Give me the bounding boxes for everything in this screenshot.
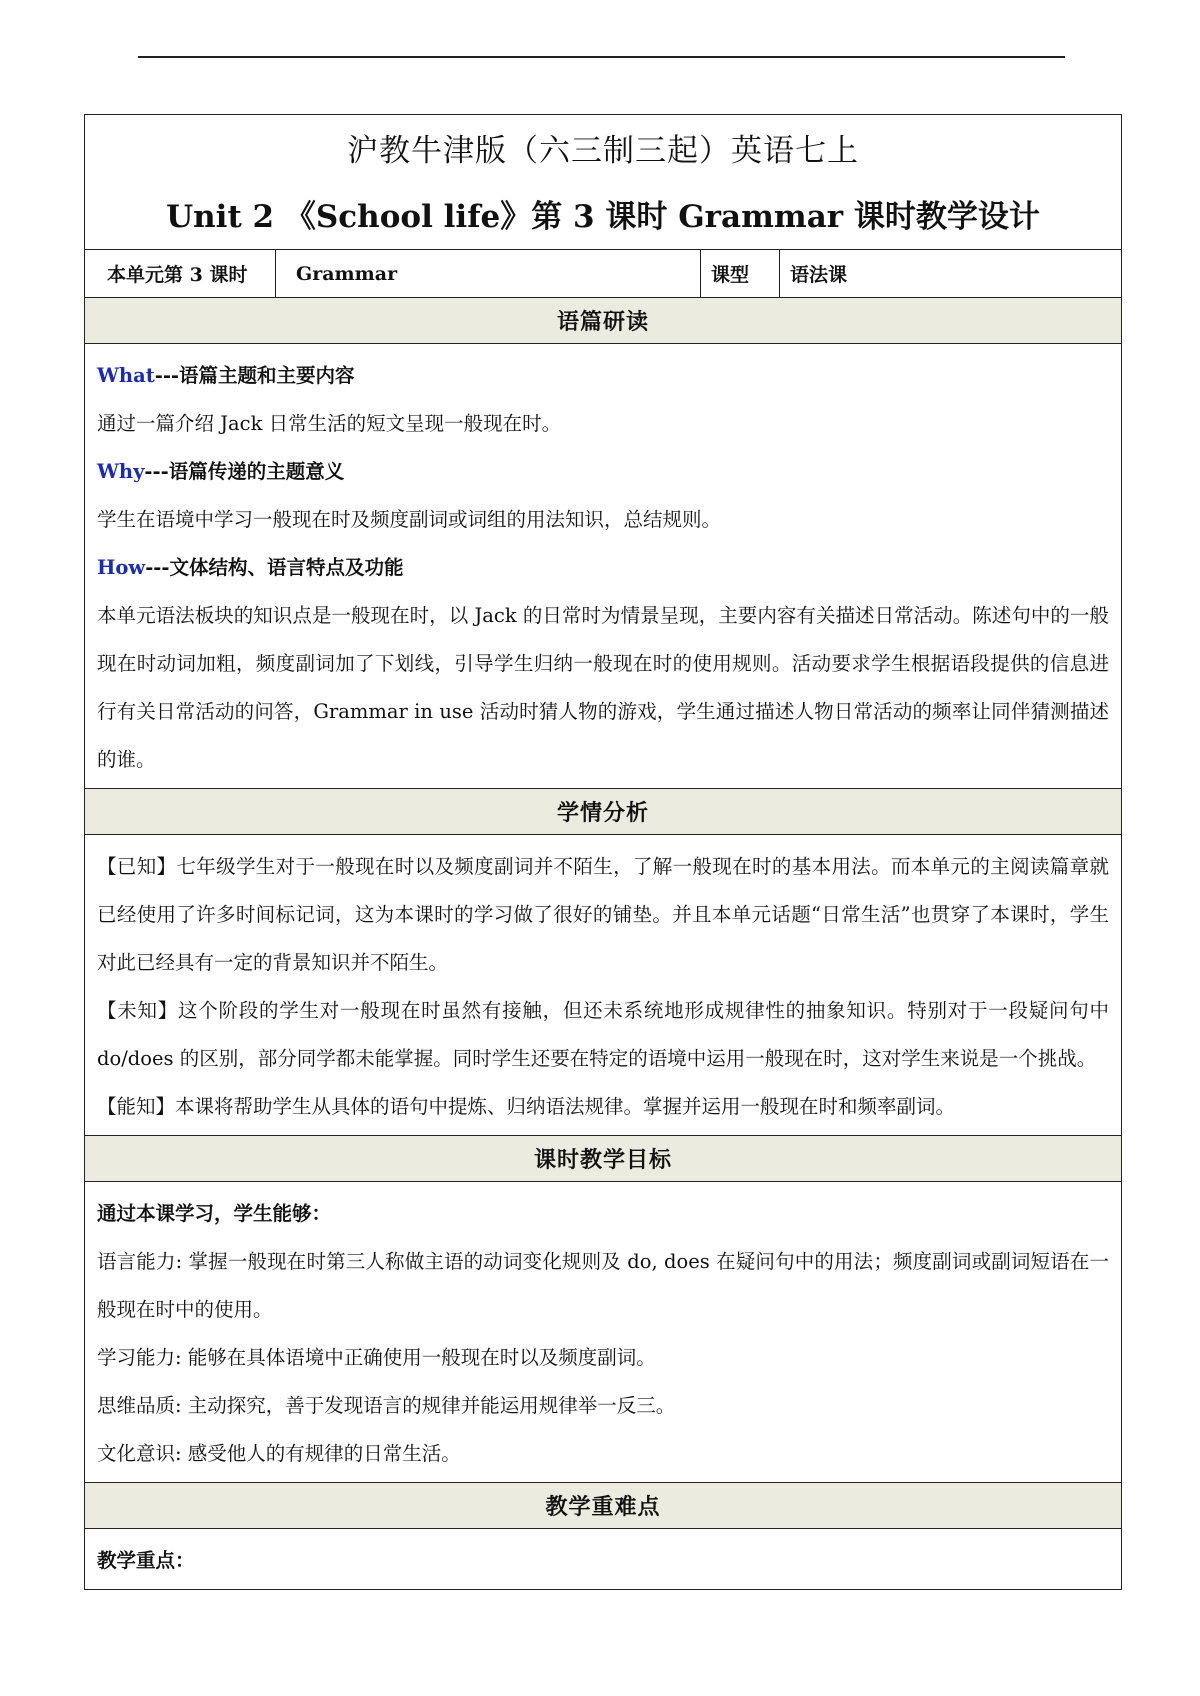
- analysis-content: [85, 835, 1122, 1136]
- lesson-type-value: 语法课: [780, 250, 1122, 298]
- why-heading: [97, 448, 1109, 496]
- lesson-type-label: 课型: [701, 250, 780, 298]
- lesson-topic-value: Grammar: [276, 250, 701, 298]
- how-title: ---文体结构、语言特点及功能: [145, 556, 404, 579]
- goal-learning: 学习能力: 能够在具体语境中正确使用一般现在时以及频度副词。: [97, 1346, 656, 1369]
- reading-content-row: [85, 344, 1122, 789]
- analysis-content-row: [85, 835, 1122, 1136]
- section-heading-goals: 课时教学目标: [85, 1136, 1122, 1182]
- section-heading-row: [85, 789, 1122, 835]
- why-title: ---语篇传递的主题意义: [144, 460, 345, 483]
- section-heading-row: [85, 298, 1122, 344]
- section-heading-reading: 语篇研读: [85, 298, 1122, 344]
- goals-intro: 通过本课学习，学生能够：: [97, 1202, 332, 1225]
- lesson-number-label: 本单元第 3 课时: [85, 250, 276, 298]
- how-text: 本单元语法板块的知识点是一般现在时，以 Jack 的日常时为情景呈现，主要内容有关描述日常活动。陈述句中的一般现在时动词加粗，频度副词加了下划线，引导学生归纳一般现在时的使用规则。活动要求学生根据语段提供的信息进行有关日常活动的问答，Grammar in use 活动时猜人物的游戏，学生通过描述人物日常活动的频率让同伴猜测描述的谁。: [97, 604, 1109, 771]
- section-heading-row: [85, 1136, 1122, 1182]
- goal-culture: 文化意识: 感受他人的有规律的日常生活。: [97, 1442, 461, 1465]
- focus-content-row: [85, 1529, 1122, 1590]
- title-cell: [85, 115, 1122, 250]
- able-paragraph: 【能知】本课将帮助学生从具体的语句中提炼、归纳语法规律。掌握并运用一般现在时和频率副词。: [97, 1095, 956, 1118]
- what-heading: [97, 352, 1109, 400]
- reading-content: [85, 344, 1122, 789]
- goal-thinking: 思维品质: 主动探究，善于发现语言的规律并能运用规律举一反三。: [97, 1394, 676, 1417]
- what-text: 通过一篇介绍 Jack 日常生活的短文呈现一般现在时。: [97, 412, 562, 435]
- lesson-plan-table: [84, 114, 1122, 1590]
- how-heading: [97, 544, 1109, 592]
- section-heading-row: [85, 1483, 1122, 1529]
- title-row: [85, 115, 1122, 250]
- why-text: 学生在语境中学习一般现在时及频度副词或词组的用法知识，总结规则。: [97, 508, 722, 531]
- key-points-label: 教学重点：: [97, 1549, 195, 1572]
- lesson-info-row: [85, 250, 1122, 298]
- focus-content: [85, 1529, 1122, 1590]
- document-subtitle: Unit 2 《School life》第 3 课时 Grammar 课时教学设计: [166, 199, 1040, 235]
- what-label: What: [97, 364, 155, 387]
- how-label: How: [97, 556, 146, 579]
- why-label: Why: [97, 460, 145, 483]
- page-header-rule: [138, 56, 1065, 58]
- goal-language: 语言能力: 掌握一般现在时第三人称做主语的动词变化规则及 do, does 在疑问句中的用法；频度副词或副词短语在一般现在时中的使用。: [97, 1250, 1109, 1321]
- section-heading-analysis: 学情分析: [85, 789, 1122, 835]
- known-paragraph: 【已知】七年级学生对于一般现在时以及频度副词并不陌生，了解一般现在时的基本用法。而本单元的主阅读篇章就已经使用了许多时间标记词，这为本课时的学习做了很好的铺垫。并且本单元话题“日常生活”也贯穿了本课时，学生对此已经具有一定的背景知识并不陌生。: [97, 855, 1109, 974]
- goals-content-row: [85, 1182, 1122, 1483]
- what-title: ---语篇主题和主要内容: [154, 364, 355, 387]
- goals-content: [85, 1182, 1122, 1483]
- section-heading-focus: 教学重难点: [85, 1483, 1122, 1529]
- document-title: 沪教牛津版（六三制三起）英语七上: [347, 133, 859, 169]
- unknown-paragraph: 【未知】这个阶段的学生对一般现在时虽然有接触，但还未系统地形成规律性的抽象知识。特别对于一段疑问句中 do/does 的区别，部分同学都未能掌握。同时学生还要在特定的语境中运用一般现在时，这对学生来说是一个挑战。: [97, 999, 1109, 1070]
